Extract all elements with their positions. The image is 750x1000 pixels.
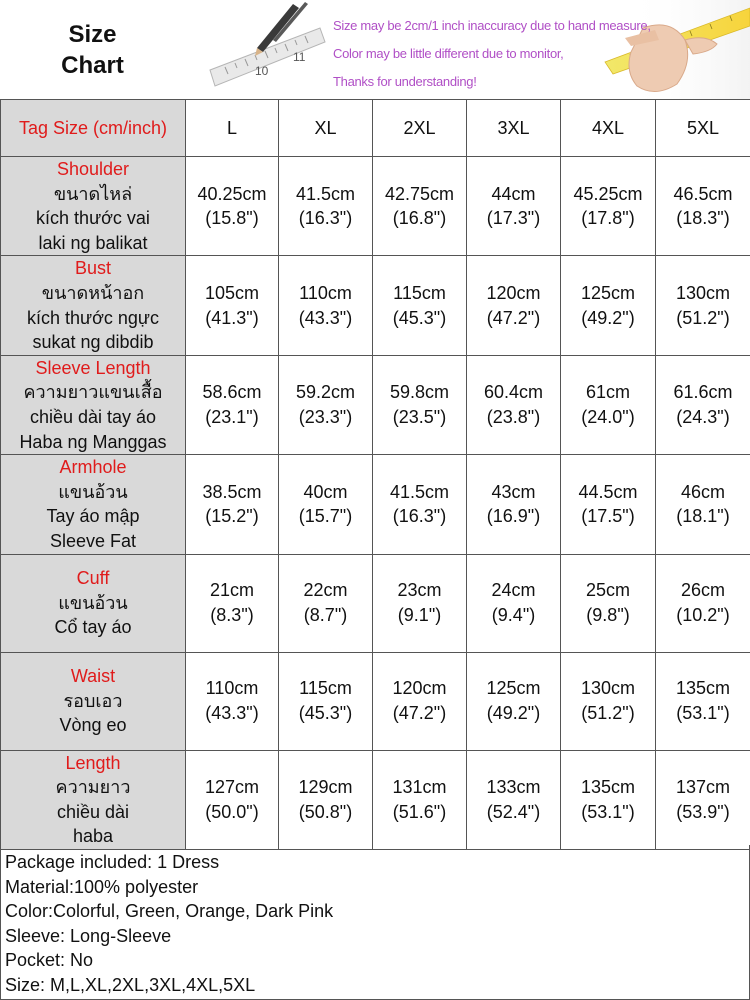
value-cm: 45.25cm — [573, 183, 643, 204]
measurement-value-cell — [656, 455, 750, 554]
value-cm: 46.5cm — [673, 183, 733, 204]
measurement-value-cell — [656, 652, 750, 750]
value-inch: (10.2") — [676, 605, 730, 625]
value-inch: (23.1") — [205, 406, 259, 427]
value-inch: (17.3") — [486, 208, 541, 229]
measurement-translation: ขนาดไหล่ — [53, 183, 133, 204]
measurement-row — [1, 750, 750, 849]
value-cm: 125cm — [580, 282, 636, 303]
value-cm: 115cm — [393, 282, 446, 303]
value-inch: (41.3") — [205, 307, 259, 328]
measurement-value-cell — [656, 355, 750, 454]
value-cm: 61.6cm — [673, 382, 733, 403]
value-cm: 120cm — [486, 282, 541, 303]
value-cm: 127cm — [204, 777, 260, 798]
title-line-1: Size — [68, 20, 117, 48]
measurement-label-cell — [1, 554, 186, 652]
measurement-translation: haba — [72, 826, 114, 847]
measurement-translation: sukat ng dibdib — [32, 332, 154, 353]
note-line-color: Color may be little different due to monitor, — [333, 46, 564, 61]
value-cm: 125cm — [486, 678, 541, 699]
value-cm: 23cm — [397, 580, 442, 601]
size-header-cell: 2XL — [373, 100, 467, 157]
value-cm: 131cm — [392, 777, 447, 798]
measurement-translation: Tay áo mập — [46, 506, 140, 527]
value-cm: 43cm — [491, 481, 536, 502]
size-header-cell: 3XL — [467, 100, 561, 157]
value-cm: 41.5cm — [389, 481, 450, 502]
value-cm: 38.5cm — [202, 481, 262, 502]
value-cm: 105cm — [204, 282, 260, 303]
note-line-hand-measure: Size may be 2cm/1 inch inaccuracy due to hand measure, — [333, 18, 651, 33]
value-inch: (45.3") — [392, 307, 447, 328]
measurement-value-cell — [279, 256, 373, 355]
value-cm: 129cm — [298, 777, 353, 798]
measurement-value-cell — [186, 455, 279, 554]
measurement-value-cell — [186, 256, 279, 355]
measurement-value-cell — [373, 157, 467, 256]
measurement-value-cell — [186, 157, 279, 256]
measurement-translation: แขนอ้วน — [58, 592, 128, 613]
measurement-row — [1, 652, 750, 750]
measurement-value-cell — [561, 157, 656, 256]
measurement-translation: kích thước ngực — [27, 307, 159, 328]
value-cm: 21cm — [209, 580, 254, 601]
product-details — [0, 845, 750, 1000]
measurement-value-cell — [561, 750, 656, 849]
ruler-mark-11: 11 — [293, 50, 306, 64]
measurement-translation: chiều dài tay áo — [29, 406, 157, 427]
value-inch: (50.8") — [298, 801, 353, 822]
measurement-translation: Cổ tay áo — [54, 617, 132, 638]
measurement-value-cell — [186, 554, 279, 652]
value-cm: 133cm — [486, 777, 541, 798]
measurement-row — [1, 256, 750, 355]
value-cm: 110cm — [299, 282, 352, 303]
measurement-value-cell — [467, 554, 561, 652]
measurement-name: Waist — [70, 666, 116, 687]
value-cm: 60.4cm — [483, 382, 544, 403]
measurement-name: Cuff — [76, 568, 110, 589]
measurement-value-cell — [656, 554, 750, 652]
value-inch: (43.3") — [205, 703, 259, 723]
value-inch: (23.5") — [392, 406, 447, 427]
value-inch: (9.8") — [586, 605, 630, 625]
value-inch: (16.9") — [486, 506, 541, 527]
measurement-value-cell — [373, 750, 467, 849]
value-cm: 135cm — [675, 678, 731, 699]
title-line-2: Chart — [61, 51, 124, 79]
value-inch: (24.0") — [581, 406, 635, 427]
measurement-value-cell — [561, 652, 656, 750]
measurement-label-cell — [1, 750, 186, 849]
value-cm: 130cm — [675, 282, 731, 303]
value-cm: 137cm — [675, 777, 731, 798]
detail-material: Material:100% polyester — [5, 876, 199, 897]
value-cm: 26cm — [680, 580, 725, 601]
measurement-translation: ขนาดหน้าอก — [41, 282, 145, 303]
measurement-value-cell — [373, 355, 467, 454]
measurement-value-cell — [373, 455, 467, 554]
measurement-name: Bust — [74, 258, 112, 279]
value-inch: (53.1") — [676, 703, 730, 723]
value-inch: (23.3") — [298, 406, 353, 427]
tag-size-label: Tag Size (cm/inch) — [1, 100, 186, 157]
size-header-row — [1, 100, 750, 157]
measurement-value-cell — [656, 157, 750, 256]
value-inch: (18.3") — [676, 208, 730, 229]
value-cm: 59.2cm — [295, 382, 356, 403]
value-inch: (8.7") — [303, 605, 348, 625]
measurement-value-cell — [373, 256, 467, 355]
value-inch: (51.6") — [392, 801, 447, 822]
value-inch: (17.5") — [581, 506, 635, 527]
measurement-value-cell — [279, 554, 373, 652]
value-inch: (9.1") — [397, 605, 442, 625]
measurement-value-cell — [279, 157, 373, 256]
measurement-value-cell — [561, 554, 656, 652]
value-cm: 46cm — [680, 481, 725, 502]
measurement-label-cell — [1, 652, 186, 750]
measurement-translation: Haba ng Manggas — [19, 431, 167, 452]
value-inch: (49.2") — [486, 703, 541, 723]
measurement-name: Length — [65, 752, 121, 773]
value-inch: (8.3") — [210, 605, 254, 625]
value-cm: 22cm — [303, 580, 348, 601]
value-inch: (45.3") — [298, 703, 353, 723]
detail-sizes: Size: M,L,XL,2XL,3XL,4XL,5XL — [5, 974, 256, 995]
detail-sleeve: Sleeve: Long-Sleeve — [5, 925, 172, 946]
ruler-mark-10: 10 — [255, 64, 269, 78]
measurement-row — [1, 554, 750, 652]
measurement-value-cell — [467, 750, 561, 849]
measurement-translation: Sleeve Fat — [49, 530, 137, 551]
measurement-value-cell — [279, 652, 373, 750]
measurement-translation: รอบเอว — [63, 690, 123, 711]
value-inch: (16.3") — [392, 506, 447, 527]
value-cm: 130cm — [580, 678, 636, 699]
value-inch: (15.8") — [205, 208, 259, 229]
value-inch: (15.2") — [205, 506, 259, 527]
measurement-row — [1, 455, 750, 554]
measurement-name: Shoulder — [56, 159, 130, 179]
value-inch: (16.3") — [298, 208, 353, 229]
header — [0, 0, 750, 99]
measurement-name: Armhole — [59, 457, 127, 478]
measurement-label-cell — [1, 157, 186, 256]
detail-package: Package included: 1 Dress — [5, 852, 220, 872]
measurement-value-cell — [656, 750, 750, 849]
value-inch: (50.0") — [205, 801, 259, 822]
measurement-name: Sleeve Length — [35, 357, 151, 378]
value-inch: (53.1") — [581, 801, 635, 822]
value-inch: (52.4") — [486, 801, 541, 822]
value-inch: (24.3") — [676, 406, 730, 427]
value-cm: 61cm — [585, 382, 630, 403]
measurement-value-cell — [467, 256, 561, 355]
value-inch: (23.8") — [486, 406, 541, 427]
measurement-value-cell — [279, 355, 373, 454]
size-chart-title — [0, 0, 185, 99]
value-cm: 59.8cm — [389, 382, 450, 403]
measurement-label-cell — [1, 355, 186, 454]
measurement-value-cell — [656, 256, 750, 355]
value-cm: 42.75cm — [384, 183, 455, 204]
measurement-translation: ความยาว — [55, 777, 131, 798]
value-inch: (43.3") — [298, 307, 353, 328]
value-inch: (51.2") — [581, 703, 635, 723]
note-line-thanks: Thanks for understanding! — [333, 74, 477, 89]
value-cm: 135cm — [580, 777, 636, 798]
measurement-value-cell — [561, 256, 656, 355]
value-cm: 110cm — [205, 678, 259, 699]
measurement-translation: ความยาวแขนเสื้อ — [23, 382, 163, 403]
value-inch: (51.2") — [676, 307, 730, 328]
value-inch: (16.8") — [392, 208, 447, 229]
value-cm: 40cm — [303, 481, 348, 502]
measurement-translation: laki ng balikat — [38, 232, 148, 253]
value-cm: 40.25cm — [197, 183, 267, 204]
measurement-row — [1, 355, 750, 454]
size-header-cell: L — [186, 100, 279, 157]
value-inch: (18.1") — [676, 506, 730, 527]
value-inch: (53.9") — [676, 801, 730, 822]
value-inch: (17.8") — [581, 208, 635, 229]
value-inch: (15.7") — [298, 506, 353, 527]
measurement-row — [1, 157, 750, 256]
value-cm: 120cm — [392, 678, 447, 699]
value-cm: 58.6cm — [202, 382, 262, 403]
measurement-value-cell — [373, 554, 467, 652]
value-inch: (49.2") — [581, 307, 635, 328]
measurement-banner — [185, 0, 750, 99]
measurement-value-cell — [373, 652, 467, 750]
size-header-cell: XL — [279, 100, 373, 157]
measurement-label-cell — [1, 455, 186, 554]
detail-color: Color:Colorful, Green, Orange, Dark Pink — [5, 901, 334, 922]
measurement-value-cell — [467, 652, 561, 750]
value-cm: 41.5cm — [295, 183, 356, 204]
value-cm: 115cm — [299, 678, 352, 699]
measurement-value-cell — [467, 157, 561, 256]
measurement-value-cell — [186, 750, 279, 849]
value-cm: 24cm — [491, 580, 536, 601]
value-inch: (9.4") — [491, 605, 536, 625]
size-header-cell: 5XL — [656, 100, 750, 157]
size-header-cell: 4XL — [561, 100, 656, 157]
measurement-value-cell — [279, 455, 373, 554]
measurement-translation: แขนอ้วน — [58, 481, 128, 502]
disclaimer-notes — [333, 12, 651, 96]
measurement-value-cell — [561, 355, 656, 454]
measurement-value-cell — [279, 750, 373, 849]
measurement-translation: kích thước vai — [36, 208, 150, 229]
measurement-value-cell — [186, 355, 279, 454]
measurement-value-cell — [186, 652, 279, 750]
measurement-label-cell — [1, 256, 186, 355]
detail-pocket: Pocket: No — [5, 950, 94, 971]
value-cm: 44.5cm — [578, 481, 638, 502]
measurement-translation: Vòng eo — [59, 715, 127, 736]
size-table — [0, 99, 750, 850]
measurement-value-cell — [467, 455, 561, 554]
measurement-translation: chiều dài — [56, 801, 130, 822]
value-cm: 44cm — [491, 183, 536, 204]
measurement-value-cell — [467, 355, 561, 454]
size-table-body — [1, 100, 750, 850]
value-cm: 25cm — [585, 580, 630, 601]
value-inch: (47.2") — [392, 703, 447, 723]
value-inch: (47.2") — [486, 307, 541, 328]
measurement-value-cell — [561, 455, 656, 554]
